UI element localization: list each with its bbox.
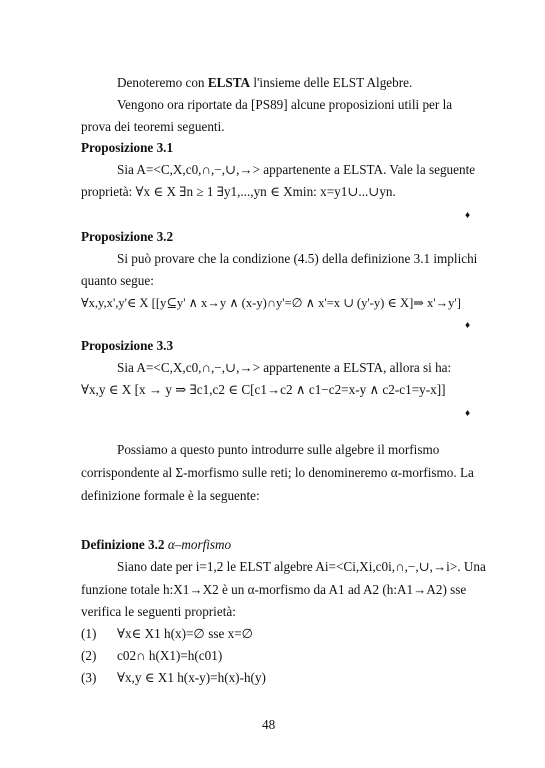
qed-diamond-icon: ♦ — [465, 320, 471, 331]
list-item-text: ∀x∈ X1 h(x)=∅ sse x=∅ — [117, 626, 254, 641]
proposition-3-2-line: Si può provare che la condizione (4.5) della definizione 3.1 implichi — [117, 251, 478, 266]
paragraph-line: Possiamo a questo punto introdurre sulle algebre il morfismo — [117, 442, 440, 457]
definition-3-2-line: verifica le seguenti proprietà: — [81, 604, 236, 619]
definition-3-2-name: α–morfismo — [167, 537, 232, 552]
text-run: Denoteremo con — [117, 75, 208, 90]
proposition-3-1-title: Proposizione 3.1 — [81, 140, 174, 155]
definition-3-2-line: funzione totale h:X1→X2 è un α-morfismo da A1 ad A2 (h:A1→A2) sse — [81, 582, 467, 597]
proposition-3-3-line: Sia A=<C,X,c0,∩,−,∪,→> appartenente a ELSTA, allora si ha: — [117, 360, 452, 375]
definition-3-2-line: Siano date per i=1,2 le ELST algebre Ai=<Ci,Xi,c0i,∩,−,∪,→i>. Una — [117, 559, 486, 574]
qed-diamond-icon: ♦ — [465, 210, 471, 221]
term-elsta: ELSTA — [207, 75, 251, 90]
proposition-3-1-line: Sia A=<C,X,c0,∩,−,∪,→> appartenente a ELSTA. Vale la seguente — [117, 162, 476, 177]
proposition-3-2-title: Proposizione 3.2 — [81, 229, 174, 244]
paragraph-elsta-definition — [117, 75, 412, 91]
paragraph-line: prova dei teoremi seguenti. — [81, 119, 225, 134]
proposition-3-3-formula: ∀x,y ∈ X [x → y ⇒ ∃c1,c2 ∈ C[c1→c2 ∧ c1−c2=x-y ∧ c2-c1=y-x]] — [81, 382, 446, 397]
list-item-number: (2) — [81, 648, 97, 663]
qed-diamond-icon: ♦ — [465, 408, 471, 419]
paragraph-line: corrispondente al Σ-morfismo sulle reti; lo denomineremo α-morfismo. La — [81, 465, 474, 480]
definition-3-2-label: Definizione 3.2 — [81, 537, 165, 552]
proposition-3-2-formula: ∀x,y,x',y'∈ X [[y⊆y' ∧ x→y ∧ (x-y)∩y'=∅ ∧ x'=x ∪ (y'-y) ∈ X]⇒ x'→y'] — [81, 296, 461, 310]
proposition-3-1-line: proprietà: ∀x ∈ X ∃n ≥ 1 ∃y1,...,yn ∈ Xmin: x=y1∪...∪yn. — [81, 184, 396, 199]
list-item-number: (3) — [81, 670, 97, 685]
list-item-text: c02∩ h(X1)=h(c01) — [117, 648, 223, 663]
definition-3-2-title — [81, 537, 231, 553]
list-item-text: ∀x,y ∈ X1 h(x-y)=h(x)-h(y) — [117, 670, 266, 685]
list-item-number: (1) — [81, 626, 97, 641]
page-number: 48 — [262, 717, 276, 732]
proposition-3-2-line: quanto segue: — [81, 273, 154, 288]
proposition-3-3-title: Proposizione 3.3 — [81, 338, 174, 353]
text-run: l'insieme delle ELST Algebre. — [250, 75, 413, 90]
paragraph-line: definizione formale è la seguente: — [81, 488, 260, 503]
paragraph-line: Vengono ora riportate da [PS89] alcune proposizioni utili per la — [117, 97, 453, 112]
